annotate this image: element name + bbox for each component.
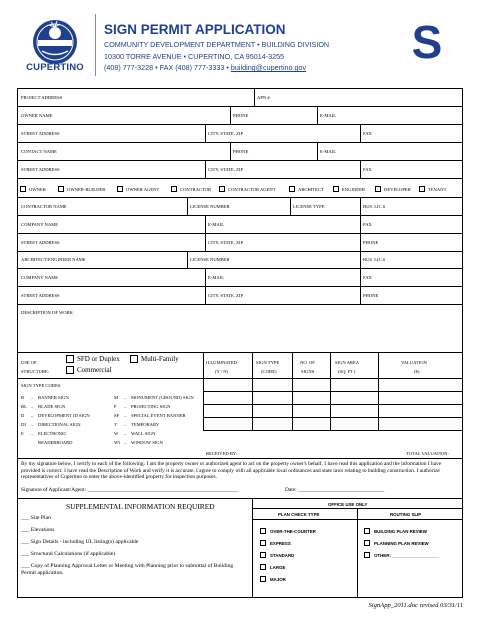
illuminated-yn-label: (Y / N)	[215, 369, 229, 374]
code-desc: MONUMENT (GROUND) SIGN	[131, 395, 194, 400]
valuation-dollar-label: ($)	[414, 369, 420, 374]
code-dash: –	[31, 431, 34, 436]
role-tenant-checkbox[interactable]	[419, 186, 425, 192]
multi-family-checkbox[interactable]	[130, 355, 138, 363]
row-divider	[17, 304, 463, 305]
company-street-label: STREET ADDRESS	[21, 240, 60, 245]
code-dash: –	[124, 422, 127, 427]
arch-company-name-label: COMPANY NAME	[21, 275, 59, 280]
col-divider	[360, 160, 361, 178]
commercial-label: Commercial	[77, 366, 112, 374]
phone-fax-text: (408) 777-3228 • FAX (408) 777-3333 •	[104, 63, 231, 72]
role-engineer-checkbox[interactable]	[333, 186, 339, 192]
col-divider	[360, 215, 361, 233]
contact-fax-label: FAX	[363, 167, 372, 172]
row-divider	[17, 286, 463, 287]
row-divider	[17, 178, 463, 179]
logo-text: CUPERTINO	[26, 62, 84, 73]
col-divider	[205, 233, 206, 251]
col-divider	[187, 251, 188, 268]
row-divider	[17, 106, 463, 107]
col-divider	[317, 142, 318, 160]
date-line[interactable]: Date: ________________________________	[285, 487, 385, 493]
code-desc: DIRECTIONAL SIGN	[38, 422, 81, 427]
role-developer-checkbox[interactable]	[375, 186, 381, 192]
code-key: DI	[21, 422, 26, 427]
row-divider	[17, 378, 463, 379]
code-desc: BANNER SIGN	[38, 395, 69, 400]
col-divider	[254, 88, 255, 106]
row-divider	[17, 160, 463, 161]
role-owner-agent-checkbox[interactable]	[117, 186, 123, 192]
express-checkbox[interactable]	[260, 540, 266, 546]
col-divider	[252, 498, 253, 598]
valuation-label: VALUATION	[401, 360, 427, 365]
code-dash: –	[31, 422, 34, 427]
sign-type-label: SIGN TYPE	[256, 360, 280, 365]
role-owner-checkbox[interactable]	[20, 186, 26, 192]
sfd-duplex-label: SFD or Duplex	[77, 355, 120, 363]
architect-bus-lic-label: BUS. LIC #	[363, 257, 386, 262]
other-label: OTHER: ___________________	[374, 553, 439, 558]
department-line: COMMUNITY DEVELOPMENT DEPARTMENT • BUILDING DIVISION	[104, 40, 330, 49]
row-divider	[17, 215, 463, 216]
signs-label: SIGNS	[301, 369, 315, 374]
supplemental-item: ___ Elevations	[21, 527, 55, 533]
row-divider	[17, 142, 463, 143]
company-name-label: COMPANY NAME	[21, 222, 59, 227]
owner-street-label: STREET ADDRESS	[21, 131, 60, 136]
code-desc: PROJECTING SIGN	[131, 404, 171, 409]
project-address-label: PROJECT ADDRESS	[21, 95, 63, 100]
received-by-label: RECEIVED BY:	[206, 451, 238, 456]
architect-name-label: ARCHITECT/ENGINEER NAME	[21, 257, 86, 262]
col-divider	[205, 286, 206, 304]
col-divider	[205, 268, 206, 286]
owner-email-label: E-MAIL	[320, 113, 337, 118]
col-divider	[187, 197, 188, 215]
illuminated-label: ILLUMINATED	[206, 360, 238, 365]
commercial-checkbox[interactable]	[66, 366, 74, 374]
role-contractor-label: CONTRACTOR	[180, 187, 212, 192]
col-divider	[360, 197, 361, 215]
role-contractor-checkbox[interactable]	[171, 186, 177, 192]
col-divider	[205, 124, 206, 142]
major-checkbox[interactable]	[260, 576, 266, 582]
address-line: 10300 TORRE AVENUE • CUPERTINO, CA 95014-3255	[104, 52, 285, 61]
contact-email-label: E-MAIL	[320, 149, 337, 154]
form-code-letter: S	[411, 16, 443, 68]
code-dash: –	[31, 404, 34, 409]
plan-check-type-title: PLAN CHECK TYPE	[278, 512, 320, 517]
code-desc: WINDOW SIGN	[131, 440, 163, 445]
license-number-label: LICENSE NUMBER	[190, 204, 230, 209]
role-architect-label: ARCHITECT	[298, 187, 324, 192]
col-divider	[360, 268, 361, 286]
code-dash: –	[31, 395, 34, 400]
code-desc: BLADE SIGN	[38, 404, 66, 409]
sqft-label: (SQ. FT.)	[338, 369, 356, 374]
row-divider	[17, 197, 463, 198]
code-dash: –	[124, 413, 127, 418]
owner-name-label: OWNER NAME	[21, 113, 53, 118]
form-title: SIGN PERMIT APPLICATION	[104, 22, 286, 37]
code-desc: ELECTRONIC	[38, 431, 67, 436]
col-divider	[360, 251, 361, 268]
row-divider	[17, 458, 463, 459]
arch-company-email-label: E-MAIL	[208, 275, 225, 280]
col-divider	[230, 106, 231, 124]
express-label: EXPRESS	[270, 541, 291, 546]
code-key: T	[114, 422, 117, 427]
sign-type-codes-title: SIGN TYPE CODES	[21, 383, 61, 388]
col-divider	[330, 352, 331, 378]
contact-name-label: CONTACT NAME	[21, 149, 57, 154]
arch-company-fax-label: FAX	[363, 275, 372, 280]
arch-city-label: CITY, STATE, ZIP	[208, 293, 244, 298]
code-desc: WALL SIGN	[131, 431, 156, 436]
role-owner-builder-checkbox[interactable]	[58, 186, 64, 192]
code-key: B	[21, 395, 25, 400]
col-divider	[317, 106, 318, 124]
certification-paragraph: By my signature below, I certify to each of the following: I am the property owner or authorized agent to act on the property owner's behalf. I have read this application and the information I have provided is correct. I have read the Description of Work and verify it is accurate. I agree to comply with all applicable local ordinances and state laws relating to building construction. I authorize representatives of Cupertino to enter the above-identified property for inspection purposes.	[21, 461, 442, 481]
sign-area-label: SIGN AREA	[335, 360, 360, 365]
contact-phone-label: PHONE	[233, 149, 249, 154]
owner-fax-label: FAX	[363, 131, 372, 136]
company-city-label: CITY, STATE, ZIP	[208, 240, 244, 245]
sfd-duplex-checkbox[interactable]	[66, 355, 74, 363]
role-tenant-label: TENANT	[428, 187, 447, 192]
role-contractor-agent-checkbox[interactable]	[219, 186, 225, 192]
supplemental-item: ___ Site Plan	[21, 515, 51, 521]
row-divider	[17, 233, 463, 234]
apn-label: APN #	[257, 95, 270, 100]
role-developer-label: DEVELOPER	[384, 187, 411, 192]
multi-family-label: Multi-Family	[141, 355, 179, 363]
code-key: SP	[114, 413, 120, 418]
role-owner-builder-label: OWNER-BUILDER	[67, 187, 106, 192]
col-divider	[360, 286, 361, 304]
row-divider	[203, 391, 463, 392]
owner-phone-label: PHONE	[233, 113, 249, 118]
contractor-name-label: CONTRACTOR NAME	[21, 204, 67, 209]
col-divider	[290, 197, 291, 215]
header-divider	[95, 14, 96, 76]
row-divider	[17, 268, 463, 269]
company-fax-label: FAX	[363, 222, 372, 227]
role-engineer-label: ENGINEER	[342, 187, 365, 192]
role-owner-agent-label: OWNER AGENT	[126, 187, 160, 192]
code-key: E	[21, 431, 24, 436]
code-desc: TEMPORARY	[131, 422, 160, 427]
contact-city-label: CITY, STATE, ZIP	[208, 167, 244, 172]
applicant-signature-line[interactable]: Signature of Applicant/Agent: ________________________________________________________	[21, 487, 239, 493]
code-desc: DEVELOPMENT ID SIGN	[38, 413, 90, 418]
row-divider	[17, 352, 463, 353]
owner-city-label: CITY, STATE, ZIP	[208, 131, 244, 136]
supplemental-item: ___ Sign Details - including UL listing(s) applicable	[21, 539, 139, 545]
col-divider	[205, 215, 206, 233]
office-use-title: OFFICE USE ONLY	[328, 502, 368, 507]
supplemental-item: ___ Copy of Planning Approval Letter or Meeting with Planning prior to submittal of Building Permit application.	[21, 563, 234, 576]
row-divider	[17, 124, 463, 125]
supplemental-item: ___ Structural Calculations (if applicable)	[21, 551, 116, 557]
company-phone-label: PHONE	[363, 240, 379, 245]
code-key: BL	[21, 404, 27, 409]
row-divider	[203, 404, 463, 405]
col-divider	[292, 352, 293, 378]
code-key: P	[114, 404, 117, 409]
code-key: WI	[114, 440, 120, 445]
no-of-label: NO. OF	[300, 360, 315, 365]
building-plan-review-checkbox[interactable]	[364, 528, 370, 534]
col-divider	[360, 124, 361, 142]
footer-revision: SignApp_2011.doc revised 03/31/11	[368, 602, 463, 609]
major-label: MAJOR	[270, 577, 286, 582]
col-divider	[360, 233, 361, 251]
large-label: LARGE	[270, 565, 286, 570]
large-checkbox[interactable]	[260, 564, 266, 570]
arch-phone-label: PHONE	[363, 293, 379, 298]
planning-plan-review-label: PLANNING PLAN REVIEW	[374, 541, 429, 546]
supplemental-title: SUPPLEMENTAL INFORMATION REQUIRED	[66, 502, 215, 511]
code-key: D	[21, 413, 25, 418]
col-divider	[203, 352, 204, 378]
email-link[interactable]: building@cupertino.gov	[230, 63, 307, 72]
col-divider	[252, 352, 253, 378]
use-of-label: USE OF	[21, 360, 37, 365]
code-key: M	[114, 395, 119, 400]
code-dash: –	[124, 395, 127, 400]
structure-label: STRUCTURE:	[21, 369, 50, 374]
code-key: W	[114, 431, 119, 436]
col-divider	[205, 160, 206, 178]
description-label: DESCRIPTION OF WORK	[21, 310, 73, 315]
total-valuation-label: TOTAL VALUATION:	[406, 451, 449, 456]
row-divider	[203, 430, 463, 431]
code-desc: SPECIAL EVENT BANNER	[131, 413, 186, 418]
over-the-counter-checkbox[interactable]	[260, 528, 266, 534]
code-desc: READERBOARD	[38, 440, 73, 445]
code-dash: –	[31, 413, 34, 418]
contact-street-label: STREET ADDRESS	[21, 167, 60, 172]
row-divider	[17, 251, 463, 252]
planning-plan-review-checkbox[interactable]	[364, 540, 370, 546]
building-plan-review-label: BUILDING PLAN REVIEW	[374, 529, 427, 534]
license-type-label: LICENSE TYPE	[293, 204, 325, 209]
role-owner-label: OWNER	[29, 187, 46, 192]
col-divider	[378, 352, 379, 378]
code-dash: –	[124, 440, 127, 445]
code-dash: –	[124, 404, 127, 409]
role-contractor-agent-label: CONTRACTOR AGENT	[228, 187, 276, 192]
row-divider	[252, 519, 463, 520]
architect-license-label: LICENSE NUMBER	[190, 257, 230, 262]
standard-label: STANDARD	[270, 553, 295, 558]
arch-street-label: STREET ADDRESS	[21, 293, 60, 298]
standard-checkbox[interactable]	[260, 552, 266, 558]
col-divider	[230, 142, 231, 160]
routing-slip-title: ROUTING SLIP	[390, 512, 422, 517]
col-divider	[357, 508, 358, 598]
row-divider	[203, 417, 463, 418]
row-divider	[17, 498, 463, 499]
company-email-label: E-MAIL	[208, 222, 225, 227]
role-architect-checkbox[interactable]	[289, 186, 295, 192]
sign-type-code-label: (CODE)	[261, 369, 277, 374]
other-checkbox[interactable]	[364, 552, 370, 558]
contact-line	[104, 63, 306, 72]
code-dash: –	[124, 431, 127, 436]
over-the-counter-label: OVER-THE-COUNTER	[270, 529, 316, 534]
bus-lic-label: BUS. LIC #	[363, 204, 386, 209]
